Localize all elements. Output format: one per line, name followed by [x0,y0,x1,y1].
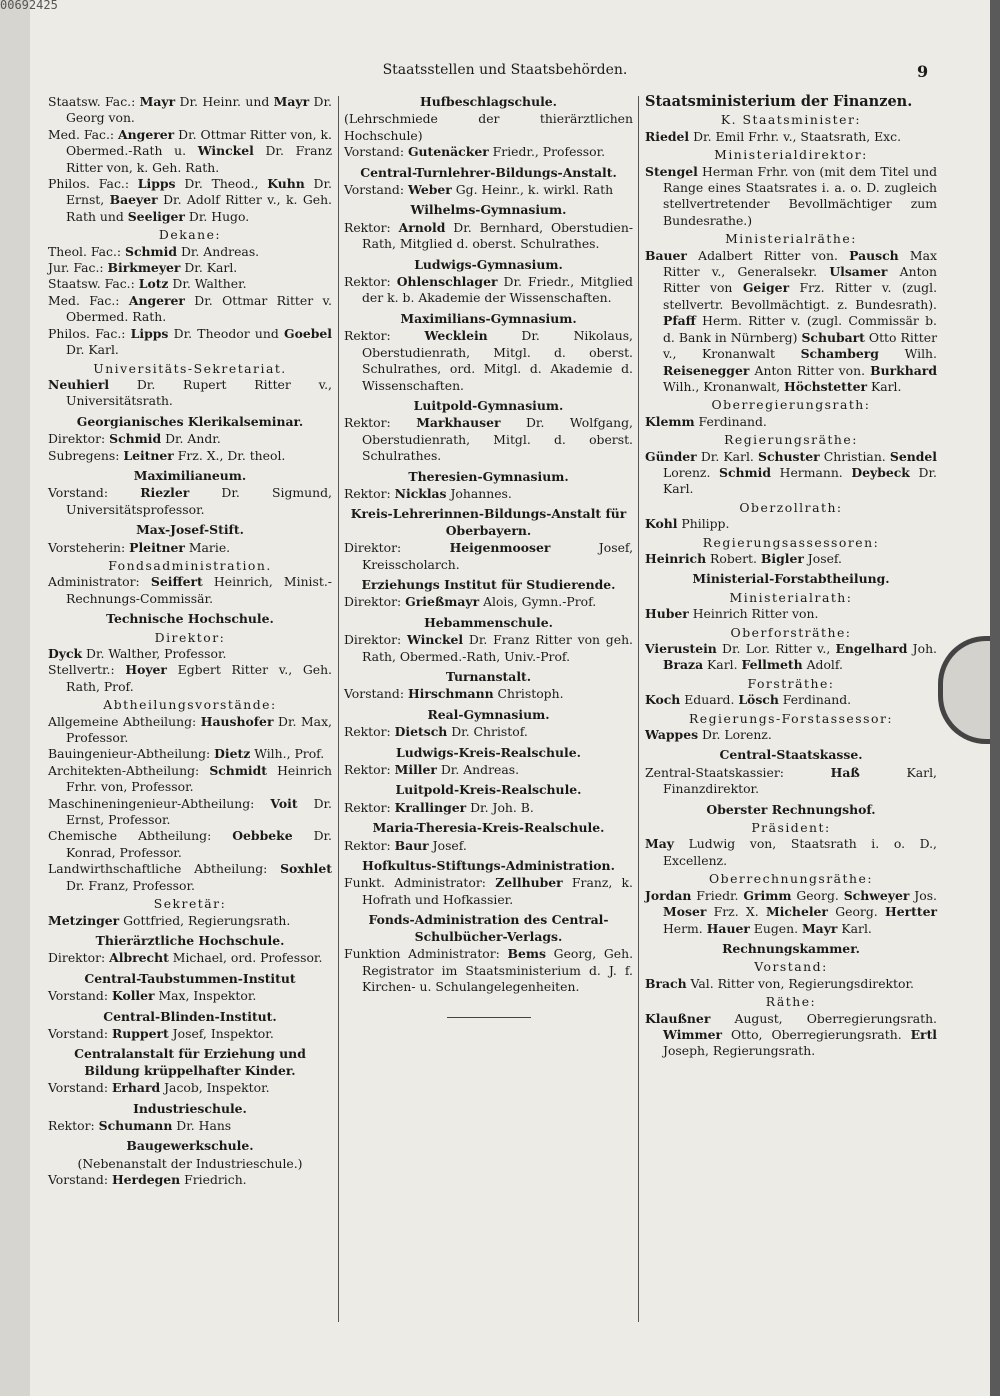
entry: Vorsteherin: Pleitner Marie. [48,539,231,555]
subheading: Regierungsassessoren: [702,534,880,550]
entry: Vorstand: Weber Gg. Heinr., k. wirkl. Rath [344,182,614,198]
subheading: Präsident: [751,820,831,836]
entry: Rektor: Ohlenschlager Dr. Friedr., Mitglied der k. b. Akademie der Wissenschaften. [344,274,633,306]
entry: Philos. Fac.: Lipps Dr. Theod., Kuhn Dr. Ernst, Baeyer Dr. Adolf Ritter v., k. Geh. Rath und Seeliger Dr. Hugo. [48,176,332,224]
section-heading: Ludwigs-Kreis-Realschule. [396,744,581,760]
subheading: Ministerialrath: [729,589,853,605]
subheading: Abtheilungsvorstände: [103,697,277,713]
entry: Direktor: Winckel Dr. Franz Ritter von geh. Rath, Obermed.-Rath, Univ.-Prof. [344,632,633,664]
subheading: Regierungs-Forstassessor: [688,710,894,726]
entry: Bauer Adalbert Ritter von. Pausch Max Ritter v., Generalsekr. Ulsamer Anton Ritter von Geiger Frz. Ritter v. (zugl. stellvertr. Bevollmächtigt. z. Bundesrath). Pfaff Herm. Ritter v. (zugl. Commissär b. d. Bank in Nürnberg) Schubart Otto Ritter v., Kronanwalt Schamberg Wilh. Reisenegger Anton Ritter von. Burkhard Wilh., Kronanwalt, Höchstetter Karl. [645,247,938,394]
entry: Vorstand: Erhard Jacob, Inspektor. [48,1080,270,1096]
end-rule [447,1017,531,1018]
entry: Rektor: Schumann Dr. Hans [48,1117,232,1133]
entry: (Nebenanstalt der Industrieschule.) [77,1155,303,1171]
entry: Heinrich Robert. Bigler Josef. [645,550,842,566]
section-heading: Central-Staatskasse. [719,747,863,763]
entry: Staatsw. Fac.: Mayr Dr. Heinr. und Mayr Dr. Georg von. [48,94,332,126]
entry: Dyck Dr. Walther, Professor. [48,646,227,661]
entry: Direktor: Albrecht Michael, ord. Professor. [48,950,323,966]
entry: Rektor: Miller Dr. Andreas. [344,762,520,778]
section-heading: Oberster Rechnungshof. [706,801,876,817]
entry: Bauingenieur-Abtheilung: Dietz Wilh., Prof. [48,746,325,762]
subheading: Dekane: [158,227,222,243]
section-heading: Central-Taubstummen-Institut [84,970,296,986]
section-heading: Maximilians-Gymnasium. [400,310,577,326]
section-heading: Industrieschule. [133,1100,247,1116]
entry: Jur. Fac.: Birkmeyer Dr. Karl. [48,260,238,276]
section-heading: Luitpold-Gymnasium. [413,397,564,413]
column-middle [344,94,633,1018]
entry: Vorstand: Hirschmann Christoph. [344,686,564,702]
entry: Allgemeine Abtheilung: Haushofer Dr. Max, Professor. [48,713,332,746]
entry: Subregens: Leitner Frz. X., Dr. theol. [48,447,286,463]
section-heading: Central-Blinden-Institut. [103,1008,277,1024]
subheading: Ministerialräthe: [725,231,857,247]
entry: Administrator: Seiffert Heinrich, Minist.-Rechnungs-Commissär. [48,574,332,606]
scan-id: 00692425 [0,0,58,12]
column-rule [338,96,339,1322]
section-heading: Hufbeschlagschule. [420,94,557,109]
entry: Koch Eduard. Lösch Ferdinand. [645,692,852,708]
entry: Rektor: Baur Josef. [344,837,467,853]
entry: May Ludwig von, Staatsrath i. o. D., Excellenz. [645,836,937,868]
section-heading: Centralanstalt für Erziehung und Bildung krüppelhafter Kinder. [74,1046,306,1078]
entry: Jordan Friedr. Grimm Georg. Schweyer Jos. Moser Frz. X. Micheler Georg. Hertter Herm. Hauer Eugen. Mayr Karl. [645,887,937,936]
subheading: Sekretär: [153,896,227,912]
section-heading: Rechnungskammer. [722,940,860,956]
subheading: Räthe: [765,994,817,1010]
entry: Chemische Abtheilung: Oebbeke Dr. Konrad, Professor. [48,828,332,860]
section-heading: Central-Turnlehrer-Bildungs-Anstalt. [360,164,617,180]
column-right [645,94,937,1060]
section-heading: Fonds-Administration des Central-Schulbücher-Verlags. [368,912,609,944]
section-heading: Ministerial-Forstabtheilung. [692,571,890,587]
entry: Metzinger Gottfried, Regierungsrath. [48,912,291,928]
entry: Staatsw. Fac.: Lotz Dr. Walther. [48,276,247,292]
section-heading: Georgianisches Klerikalseminar. [76,413,304,429]
entry: Maschineningenieur-Abtheilung: Voit Dr. Ernst, Professor. [48,795,332,828]
section-heading: Hofkultus-Stiftungs-Administration. [362,858,615,874]
entry: Vorstand: Herdegen Friedrich. [48,1172,247,1188]
entry: Funkt. Administrator: Zellhuber Franz, k. Hofrath und Hofkassier. [344,875,633,907]
subheading: Oberzollrath: [739,499,843,515]
entry: Direktor: Schmid Dr. Andr. [48,431,221,447]
subheading: Oberregierungsrath: [711,397,871,413]
entry: Günder Dr. Karl. Schuster Christian. Sendel Lorenz. Schmid Hermann. Deybeck Dr. Karl. [645,448,937,497]
subheading: Forsträthe: [747,675,835,691]
entry: Neuhierl Dr. Rupert Ritter v., Universitätsrath. [48,376,332,409]
entry: Landwirthschaftliche Abtheilung: Soxhlet Dr. Franz, Professor. [48,861,332,893]
entry: Wappes Dr. Lorenz. [645,727,772,743]
entry: Vorstand: Koller Max, Inspektor. [48,988,257,1004]
entry: Theol. Fac.: Schmid Dr. Andreas. [48,243,260,259]
page-number: 9 [917,62,929,81]
subheading: Oberforsträthe: [730,624,852,640]
subheading: Regierungsräthe: [724,432,858,448]
section-heading: Ludwigs-Gymnasium. [414,256,563,272]
entry: Rektor: Wecklein Dr. Nikolaus, Oberstudienrath, Mitgl. d. oberst. Schulrathes, ord. Mitgl. d. Akademie d. Wissenschaften. [344,328,633,393]
entry: Riedel Dr. Emil Frhr. v., Staatsrath, Exc. [645,128,902,144]
section-heading: Real-Gymnasium. [427,706,550,722]
section-heading: Luitpold-Kreis-Realschule. [395,782,582,798]
running-head: Staatsstellen und Staatsbehörden. [382,62,628,78]
entry: Huber Heinrich Ritter von. [645,606,819,622]
entry: Rektor: Arnold Dr. Bernhard, Oberstudien-Rath, Mitglied d. oberst. Schulrathes. [344,219,634,252]
section-heading: Kreis-Lehrerinnen-Bildungs-Anstalt für Oberbayern. [350,506,627,538]
column-rule [638,96,639,1322]
entry: Med. Fac.: Angerer Dr. Ottmar Ritter v. Obermed. Rath. [48,292,332,325]
binding-edge [0,0,30,1396]
entry: Rektor: Markhauser Dr. Wolfgang, Oberstudienrath, Mitgl. d. oberst. Schulrathes. [344,415,633,464]
subheading: Oberrechnungsräthe: [708,871,874,887]
subheading: K. Staatsminister: [720,112,862,128]
entry: Vorstand: Riezler Dr. Sigmund, Universitätsprofessor. [48,485,332,517]
subheading: Direktor: [154,629,226,645]
entry: Rektor: Krallinger Dr. Joh. B. [344,799,534,815]
section-heading: Baugewerkschule. [126,1138,254,1154]
section-heading: Maximilianeum. [133,467,247,483]
entry: Direktor: Grießmayr Alois, Gymn.-Prof. [344,594,597,610]
entry: Rektor: Nicklas Johannes. [344,485,512,501]
entry: Rektor: Dietsch Dr. Christof. [344,724,528,740]
subheading: Ministerialdirektor: [714,147,868,163]
subheading: Universitäts-Sekretariat. [93,360,287,376]
column-left [48,94,332,1189]
subheading: Vorstand: [754,959,828,975]
section-heading: Thierärztliche Hochschule. [95,932,285,948]
entry: Stellvertr.: Hoyer Egbert Ritter v., Geh. Rath, Prof. [48,662,333,694]
section-heading: Technische Hochschule. [106,611,274,627]
section-heading: Erziehungs Institut für Studierende. [361,576,616,592]
section-heading: Maria-Theresia-Kreis-Realschule. [372,820,605,836]
section-heading: Max-Josef-Stift. [136,522,244,538]
section-heading: Hebammenschule. [424,614,553,630]
section-heading: Turnanstalt. [445,669,532,684]
section-heading: Staatsministerium der Finanzen. [645,93,913,110]
page-edge-shadow [990,0,1000,1396]
entry: Philos. Fac.: Lipps Dr. Theodor und Goebel Dr. Karl. [48,325,332,358]
entry: Funktion Administrator: Bems Georg, Geh. Registrator im Staatsministerium d. J. f. Kirchen- u. Schulangelegenheiten. [344,946,634,994]
entry: Vorstand: Gutenäcker Friedr., Professor. [344,144,606,160]
entry: Kohl Philipp. [645,516,730,532]
entry: Architekten-Abtheilung: Schmidt Heinrich Frhr. von, Professor. [48,762,333,795]
entry: Klemm Ferdinand. [645,413,767,429]
section-heading: Theresien-Gymnasium. [408,468,569,484]
section-heading: Wilhelms-Gymnasium. [410,202,567,218]
entry: Klaußner August, Oberregierungsrath. Wimmer Otto, Oberregierungsrath. Ertl Joseph, Regierungsrath. [645,1010,937,1059]
entry: Vierustein Dr. Lor. Ritter v., Engelhard Joh. Braza Karl. Fellmeth Adolf. [645,641,937,673]
entry: Vorstand: Ruppert Josef, Inspektor. [48,1025,274,1041]
entry: Direktor: Heigenmooser Josef, Kreisscholarch. [344,540,634,572]
entry: (Lehrschmiede der thierärztlichen Hochschule) [344,111,633,143]
entry: Med. Fac.: Angerer Dr. Ottmar Ritter von, k. Obermed.-Rath u. Winckel Dr. Franz Ritter von, k. Geh. Rath. [48,126,332,175]
entry: Zentral-Staatskassier: Haß Karl, Finanzdirektor. [645,764,937,797]
entry: Brach Val. Ritter von, Regierungsdirektor. [645,975,914,991]
entry: Stengel Herman Frhr. von (mit dem Titel und Range eines Staatsrates i. a. o. D. zugleich stellvertretender Bevollmächtiger zum Bundesrathe.) [645,163,937,228]
subheading: Fondsadministration. [108,557,272,573]
